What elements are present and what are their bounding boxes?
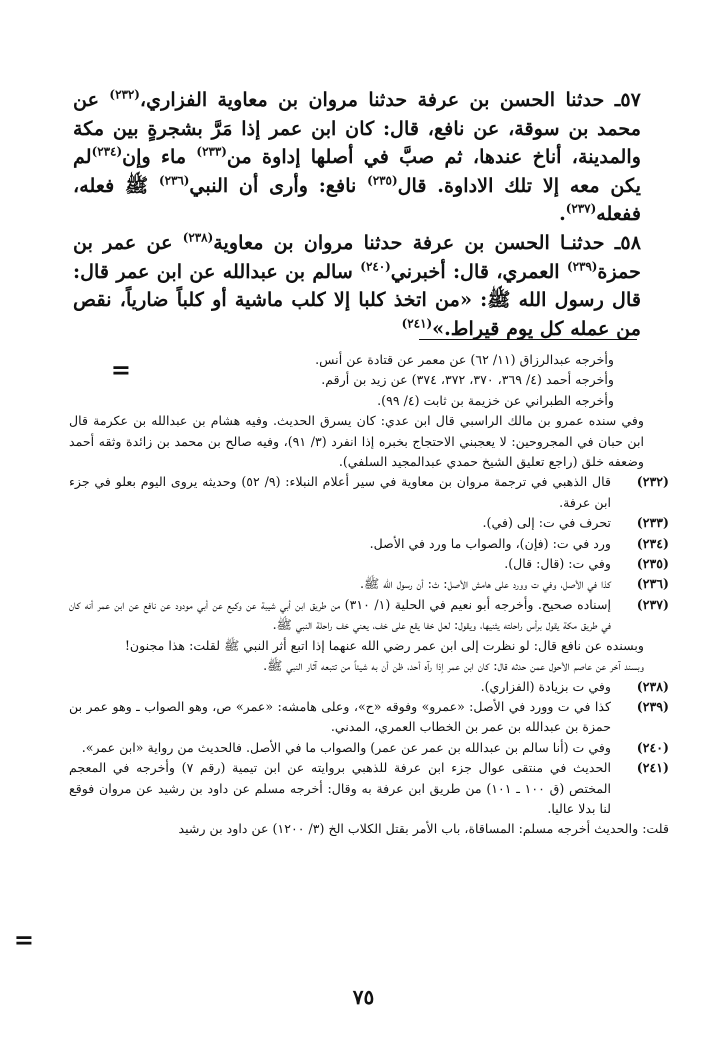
footnote-number: (٢٣٨) <box>636 678 669 694</box>
footnote-line: وبسند آخر عن عاصم الأحول عمن حدثه قال: كان ابن عمر إذا رآه أحد، ظن أن به شيئاً من تتبعه آثار النبي ﷺ. <box>263 658 644 674</box>
footnote-ref[interactable]: (٢٣٦) <box>158 173 190 188</box>
continuation-mark: = <box>13 925 34 954</box>
footnote-line: وأخرجه عبدالرزاق (١١/ ٦٢) عن معمر عن قتادة عن أنس. <box>315 352 614 367</box>
footnote-ref[interactable]: (٢٣٥) <box>367 173 398 188</box>
footnote-number: (٢٣٦) <box>636 576 669 592</box>
footnote-number: (٢٤١) <box>636 760 669 776</box>
footnote-text: إسناده صحيح. وأخرجه أبو نعيم في الحلية (١/ ٣١٠) من طريق ابن أبي شيبة عن وكيع عن أبي مودود عن نافع عن ابن عمر أنه كان في طريق مكة يقول برأس راحلته يثنيها، ويقول: لعل خفا يقع على خف، يعني خف راحلة النبي ﷺ. <box>69 596 611 633</box>
page-number: ٧٥ <box>352 985 375 1009</box>
footnote-238 <box>69 677 669 697</box>
footnote-236 <box>69 574 669 594</box>
footnote-240 <box>69 738 669 758</box>
hadith-58: ٥٨ـ حدثنـا الحسن بن عرفة حدثنا مروان بن معاوية$^{(٢٣٨)}$ عن عمر بن حمزة$^{(٢٣٩)}$ العمري، قال: أخبرني$^{(٢٤٠)}$ سالم بن عبدالله عن ابن عمر قال: قال رسول الله ﷺ: «من اتخذ كلبا إلا كلب ماشية أو كلباً ضارياً، نقص من عمله كل يوم قيراط.»$^{(٢٤١)}$ <box>73 230 642 340</box>
footnote-text: كذا في ت وورد في الأصل: «عمرو» وفوقه «ح»، وعلى هامشه: «عمر» ص، وهو الصواب ـ وهو عمر بن حمزة بن عبدالله بن عمر بن الخطاب العمري، المدني. <box>69 698 611 735</box>
footnote-text: كذا في الأصل، وفي ت وورد على هامش الأصل: ث: أن رسول الله ﷺ. <box>359 576 611 592</box>
footnote-text: قال الذهبي في ترجمة مروان بن معاوية في سير أعلام النبلاء: (٩/ ٥٢) وحديثه يروى اليوم بعلو في جزء ابن عرفة. <box>69 474 611 510</box>
footnote-239 <box>69 697 669 738</box>
footnote-number: (٢٣٤) <box>636 535 669 551</box>
continuation-mark: = <box>110 355 131 384</box>
footnote-text: وفي ت: (قال: قال). <box>504 556 611 572</box>
footnote-text: وفي ت بزيادة (الفزاري). <box>480 678 611 694</box>
footnote-ref[interactable]: (٢٤١) <box>401 316 433 331</box>
footnote-line: وأخرجه الطبراني عن خزيمة بن ثابت (٤/ ٩٩). <box>377 392 614 408</box>
footnote-line: وبسنده عن نافع قال: لو نظرت إلى ابن عمر رضي الله عنهما إذا اتبع أثر النبي ﷺ لقلت: هذا مجنون! <box>124 637 644 653</box>
footnote-text: تحرف في ت: إلى (في). <box>482 515 611 531</box>
footnote-text: ورد في ت: (فإن)، والصواب ما ورد في الأصل. <box>369 535 611 551</box>
footnote-ref[interactable]: (٢٣٩) <box>566 259 598 274</box>
footnote-number: (٢٣٧) <box>636 596 669 612</box>
footnote-separator <box>419 339 637 340</box>
footnote-ref[interactable]: (٢٣٧) <box>565 201 597 216</box>
footnote-number: (٢٤٠) <box>636 739 669 755</box>
footnote-235 <box>69 554 669 574</box>
footnote-text: وفي ت (أنا سالم بن عبدالله بن عمر عن عمر) والصواب ما في الأصل. فالحديث من رواية «ابن عمر». <box>81 739 611 755</box>
main-text <box>73 86 641 343</box>
footnote-ref[interactable]: (٢٤٠) <box>360 259 391 274</box>
footnotes <box>69 350 669 840</box>
footnote-ref[interactable]: (٢٣٨) <box>182 230 214 245</box>
footnote-ref[interactable]: (٢٣٢) <box>109 87 140 102</box>
footnote-241 <box>69 758 669 819</box>
footnote-number: (٢٣٥) <box>636 556 669 572</box>
footnote-ref[interactable]: (٢٣٤) <box>91 144 123 159</box>
hadith-57: ٥٧ـ حدثنا الحسن بن عرفة حدثنا مروان بن معاوية الفزاري،$^{(٢٣٢)}$ عن محمد بن سوقة، عن نافع، قال: كان ابن عمر إذا مَرَّ بشجرةٍ بين مكة والمدينة، أناخ عندها، ثم صبَّ في أصلها إداوة من$^{(٢٣٣)}$ ماء وإن$^{(٢٣٤)}$لم يكن معه إلا تلك الاداوة. قال$^{(٢٣٥)}$ نافع: وأرى أن النبي$^{(٢٣٦)}$ ﷺ فعله، ففعله$^{(٢٣٧)}$. <box>73 87 641 226</box>
footnote-line: وفي سنده عمرو بن مالك الراسبي قال ابن عدي: كان يسرق الحديث. وفيه هشام بن عبدالله بن عكرمة قال ابن حبان في المجروحين: لا يعجبني الاحتجاج بخبره إذا انفرد (٣/ ٩١)، وفيه صالح بن محمد بن زائدة وثقه أحمد وضعفه خلق (راجع تعليق الشيخ حمدي عبدالمجيد السلفي). <box>69 413 644 470</box>
footnote-number: (٢٣٣) <box>636 515 669 531</box>
footnote-line: قلت: والحديث أخرجه مسلم: المساقاة، باب الأمر بقتل الكلاب الخ (٣/ ١٢٠٠) عن داود بن رشيد <box>178 821 669 837</box>
footnote-232 <box>69 472 669 513</box>
footnote-line: وأخرجه أحمد (٤/ ٣٦٩، ٣٧٠، ٣٧٢، ٣٧٤) عن زيد بن أرقم. <box>321 372 614 388</box>
footnote-234 <box>69 534 669 554</box>
footnote-233 <box>69 513 669 533</box>
footnote-number: (٢٣٢) <box>636 474 669 490</box>
footnote-text: الحديث في منتقى عوال جزء ابن عرفة للذهبي بروايته عن ابن تيمية (رقم ٧) وأخرجه في المعجم المختص (ق ١٠٠ ـ ١٠١) من طريق ابن عرفة به وقال: أخرجه مسلم عن داود بن رشيد عن مروان فوقع لنا بدلا عاليا. <box>69 760 611 816</box>
footnote-ref[interactable]: (٢٣٣) <box>196 144 227 159</box>
footnote-237 <box>69 595 669 636</box>
footnote-number: (٢٣٩) <box>636 698 669 714</box>
